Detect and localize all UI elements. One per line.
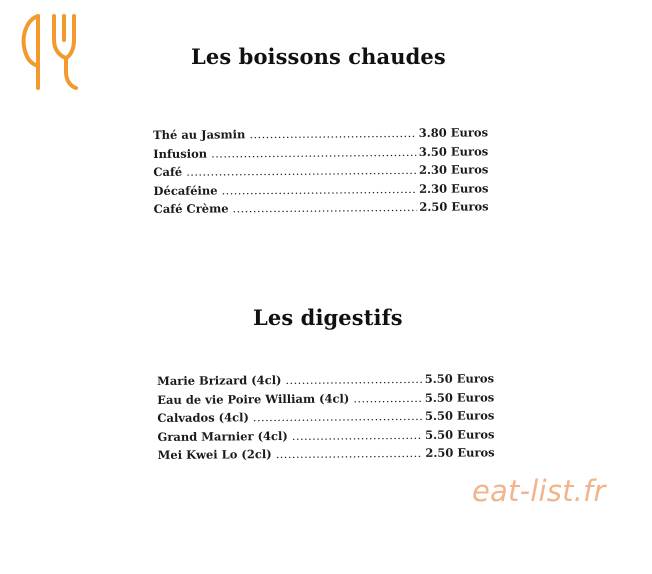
dot-leader xyxy=(232,200,416,215)
dot-leader xyxy=(186,163,416,179)
item-name: Infusion xyxy=(153,146,208,161)
menu-list-boissons-chaudes xyxy=(153,125,489,220)
dot-leader xyxy=(211,144,416,160)
dot-leader xyxy=(253,409,422,424)
item-price: 5.50 Euros xyxy=(425,426,495,442)
item-price: 5.50 Euros xyxy=(424,389,495,405)
item-name: Café Crème xyxy=(153,201,229,216)
watermark-eat-list: eat-list.fr xyxy=(472,474,606,508)
item-price: 3.50 Euros xyxy=(418,143,489,159)
item-price: 2.50 Euros xyxy=(419,199,489,214)
item-name: Thé au Jasmin xyxy=(153,127,246,142)
item-name: Mei Kwei Lo (2cl) xyxy=(157,447,272,462)
dot-leader xyxy=(249,126,415,141)
dot-leader xyxy=(353,390,422,405)
item-price: 2.30 Euros xyxy=(418,162,489,177)
menu-item xyxy=(158,445,495,466)
dot-leader xyxy=(276,446,423,461)
dot-leader xyxy=(285,372,421,387)
dot-leader xyxy=(221,181,416,197)
dot-leader xyxy=(292,427,422,442)
item-price: 5.50 Euros xyxy=(424,408,495,423)
item-name: Eau de vie Poire William (4cl) xyxy=(157,390,350,407)
section-title-digestifs: Les digestifs xyxy=(253,305,403,330)
item-name: Décaféine xyxy=(153,182,218,198)
menu-item xyxy=(154,199,489,220)
item-price: 3.80 Euros xyxy=(418,125,489,140)
item-name: Grand Marnier (4cl) xyxy=(157,428,288,444)
item-price: 2.50 Euros xyxy=(425,445,495,460)
item-name: Marie Brizard (4cl) xyxy=(157,373,282,388)
item-price: 5.50 Euros xyxy=(424,371,495,386)
item-name: Calvados (4cl) xyxy=(157,410,249,425)
menu-list-digestifs xyxy=(157,371,495,466)
fork-and-spoon-logo-icon xyxy=(14,10,92,94)
item-name: Café xyxy=(153,164,183,179)
item-price: 2.30 Euros xyxy=(419,180,489,196)
section-title-boissons-chaudes: Les boissons chaudes xyxy=(191,44,446,69)
